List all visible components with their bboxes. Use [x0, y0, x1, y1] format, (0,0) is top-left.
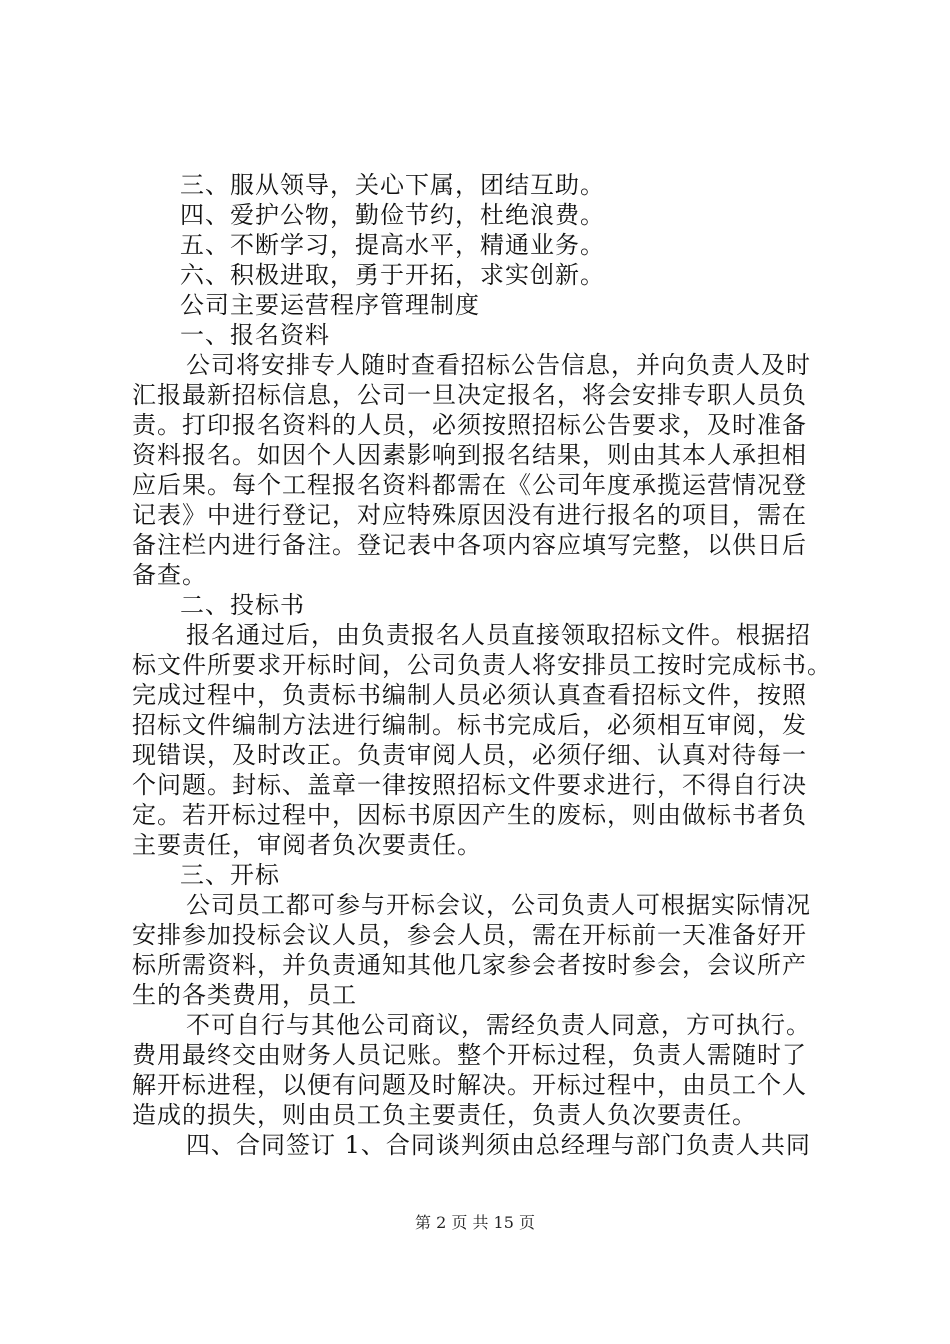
text-line: 标文件所要求开标时间，公司负责人将安排员工按时完成标书。 — [132, 651, 832, 679]
text-line: 费用最终交由财务人员记账。整个开标过程，负责人需随时了 — [132, 1041, 807, 1069]
text-line: 造成的损失，则由员工负主要责任，负责人负次要责任。 — [132, 1101, 757, 1129]
text-line: 资料报名。如因个人因素影响到报名结果，则由其本人承担相 — [132, 441, 807, 469]
text-line: 招标文件编制方法进行编制。标书完成后，必须相互审阅，发 — [132, 711, 807, 739]
section-heading: 二、投标书 — [180, 591, 305, 619]
text-line: 六、积极进取，勇于开拓，求实创新。 — [180, 261, 605, 289]
section-heading: 三、开标 — [180, 861, 280, 889]
text-line: 完成过程中，负责标书编制人员必须认真查看招标文件，按照 — [132, 681, 807, 709]
section-heading: 四、合同签订 1、合同谈判须由总经理与部门负责人共同 — [186, 1131, 811, 1159]
text-line: 三、服从领导，关心下属，团结互助。 — [180, 171, 605, 199]
text-line: 五、不断学习，提高水平，精通业务。 — [180, 231, 605, 259]
text-line: 公司员工都可参与开标会议，公司负责人可根据实际情况 — [186, 891, 811, 919]
section-heading: 一、报名资料 — [180, 321, 330, 349]
text-line: 安排参加投标会议人员，参会人员，需在开标前一天准备好开 — [132, 921, 807, 949]
text-line: 责。打印报名资料的人员，必须按照招标公告要求，及时准备 — [132, 411, 807, 439]
text-line: 定。若开标过程中，因标书原因产生的废标，则由做标书者负 — [132, 801, 807, 829]
text-line: 备查。 — [132, 561, 207, 589]
text-line: 报名通过后，由负责报名人员直接领取招标文件。根据招 — [186, 621, 811, 649]
text-line: 汇报最新招标信息，公司一旦决定报名，将会安排专职人员负 — [132, 381, 807, 409]
text-line: 公司将安排专人随时查看招标公告信息，并向负责人及时 — [186, 351, 811, 379]
text-line: 应后果。每个工程报名资料都需在《公司年度承揽运营情况登 — [132, 471, 807, 499]
text-line: 主要责任，审阅者负次要责任。 — [132, 831, 482, 859]
text-line: 记表》中进行登记，对应特殊原因没有进行报名的项目，需在 — [132, 501, 807, 529]
page-number-footer: 第 2 页 共 15 页 — [415, 1213, 535, 1232]
text-line: 标所需资料，并负责通知其他几家参会者按时参会，会议所产 — [132, 951, 807, 979]
text-line: 生的各类费用，员工 — [132, 981, 357, 1009]
text-line: 不可自行与其他公司商议，需经负责人同意，方可执行。 — [186, 1011, 811, 1039]
text-line: 四、爱护公物，勤俭节约，杜绝浪费。 — [180, 201, 605, 229]
text-line: 现错误，及时改正。负责审阅人员，必须仔细、认真对待每一 — [132, 741, 807, 769]
text-line: 个问题。封标、盖章一律按照招标文件要求进行，不得自行决 — [132, 771, 807, 799]
document-body — [132, 170, 840, 1160]
text-line: 解开标进程，以便有问题及时解决。开标过程中，由员工个人 — [132, 1071, 807, 1099]
section-title: 公司主要运营程序管理制度 — [180, 291, 480, 319]
text-line: 备注栏内进行备注。登记表中各项内容应填写完整，以供日后 — [132, 531, 807, 559]
